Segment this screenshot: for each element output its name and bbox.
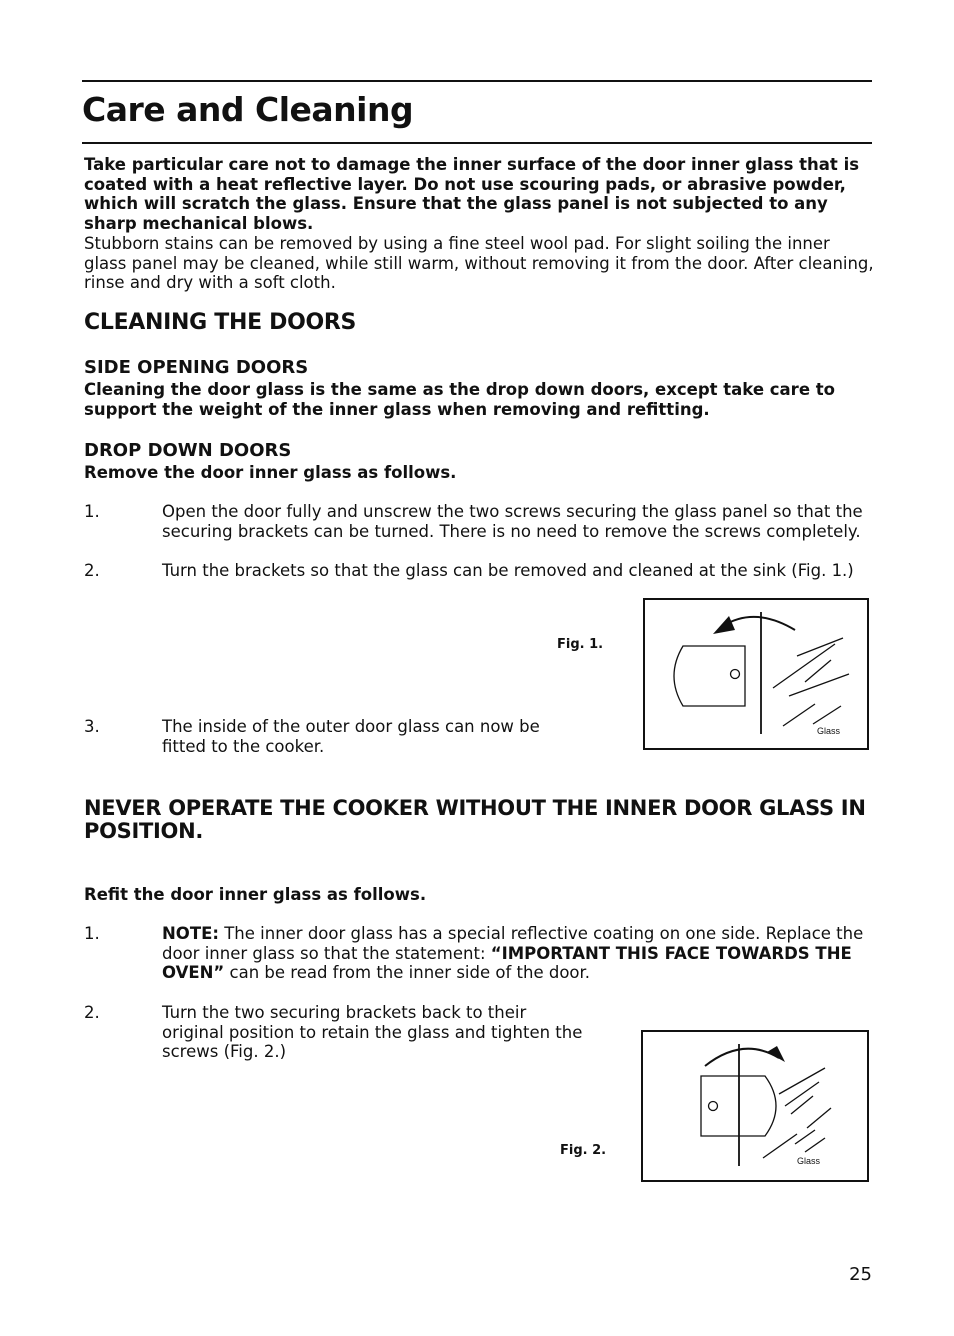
note-text-b: can be read from the inner side of the door. (224, 963, 591, 983)
fig2-screw (709, 1102, 718, 1111)
note-text-a: The inner door glass has a special reflective coating on one side. Replace the door inner glass so that the statement: (162, 924, 864, 963)
page-number: 25 (849, 1264, 872, 1285)
remove-step-1-text: Open the door fully and unscrew the two screws securing the glass panel so that the securing brackets can be turned. There is no need to remove the screws completely. (162, 502, 863, 541)
intro-warning: Take particular care not to damage the inner surface of the door inner glass that is coated with a heat reflective layer. Do not use scouring pads, or abrasive powder, which will scratch the glass. Ensure that the glass panel is not subjected to any sharp mechanical blows. (84, 155, 860, 233)
fig2-diagram (641, 1030, 869, 1182)
refit-step-1-text (162, 924, 867, 983)
refit-heading: Refit the door inner glass as follows. (84, 885, 427, 904)
remove-step-3-text: The inside of the outer door glass can now be fitted to the cooker. (162, 717, 540, 756)
fig2-glass-label: Glass (797, 1156, 821, 1166)
fig2-rotation-arrow (705, 1049, 779, 1066)
remove-step-3-number: 3. (84, 717, 100, 736)
never-operate-warning: NEVER OPERATE THE COOKER WITHOUT THE INNER DOOR GLASS IN POSITION. (84, 796, 866, 843)
page-title: Care and Cleaning (82, 90, 414, 129)
intro-text: Stubborn stains can be removed by using a fine steel wool pad. For slight soiling the inner glass panel may be cleaned, while still warm, without removing it from the door. After cleaning, rinse and dry with a soft cloth. (84, 234, 874, 293)
cleaning-doors-heading: CLEANING THE DOORS (84, 310, 357, 335)
side-opening-heading: SIDE OPENING DOORS (84, 357, 309, 378)
fig1-screw (731, 670, 740, 679)
top-rule (82, 80, 872, 82)
fig1-diagram (643, 598, 869, 750)
fig1-illustration (645, 600, 867, 748)
fig1-arrowhead (713, 616, 735, 634)
fig2-illustration (643, 1032, 867, 1180)
fig1-label: Fig. 1. (557, 637, 604, 652)
remove-step-1-number: 1. (84, 502, 100, 521)
fig1-glass-label: Glass (817, 726, 841, 736)
remove-step-2-number: 2. (84, 561, 100, 580)
fig2-label: Fig. 2. (560, 1143, 607, 1158)
refit-step-2-text: Turn the two securing brackets back to their original position to retain the glass and tighten the screws (Fig. 2.) (162, 1003, 583, 1062)
title-rule (82, 142, 872, 144)
side-opening-text: Cleaning the door glass is the same as the drop down doors, except take care to support the weight of the inner glass when removing and refitting. (84, 380, 835, 419)
fig1-bracket (674, 646, 745, 706)
drop-down-heading: DROP DOWN DOORS (84, 440, 292, 461)
remove-step-2-text: Turn the brackets so that the glass can be removed and cleaned at the sink (Fig. 1.) (162, 561, 854, 580)
important-statement: “IMPORTANT THIS FACE TOWARDS THE OVEN” (162, 943, 852, 983)
refit-step-1-number: 1. (84, 924, 100, 943)
refit-step-2-number: 2. (84, 1003, 100, 1022)
drop-down-subheading: Remove the door inner glass as follows. (84, 463, 457, 482)
note-label: NOTE: (162, 924, 219, 943)
